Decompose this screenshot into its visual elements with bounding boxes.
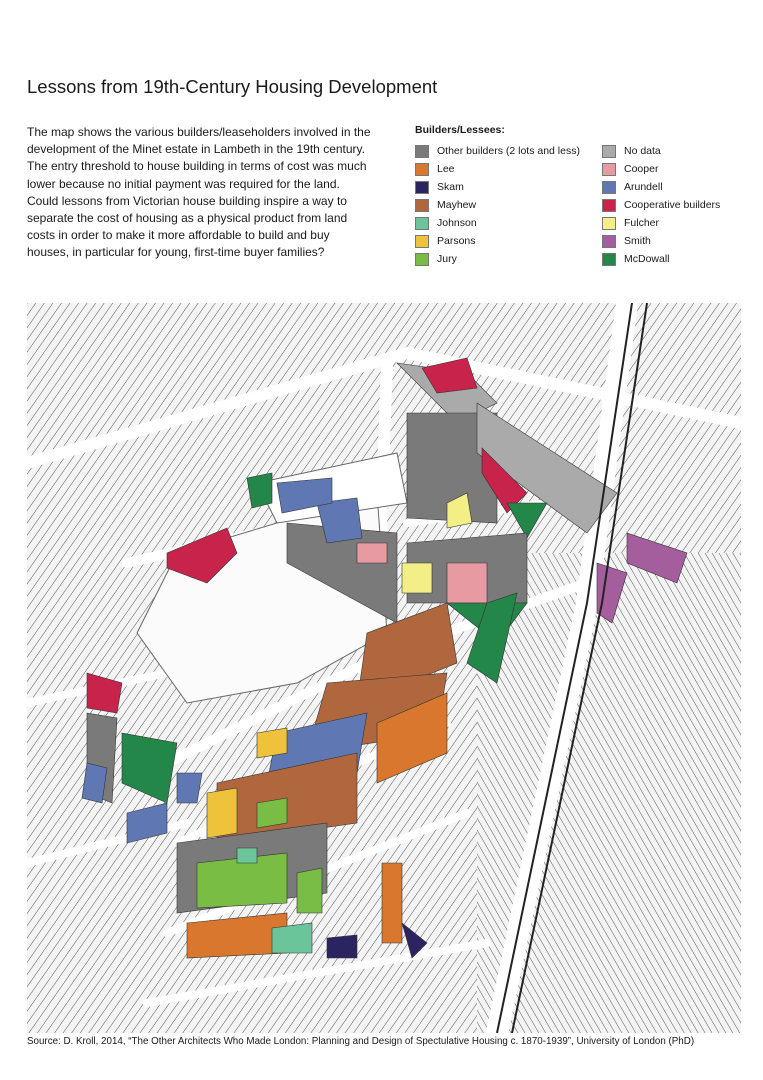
legend-swatch: [602, 145, 616, 158]
legend-swatch: [415, 253, 429, 266]
legend-item: [602, 214, 742, 232]
legend-item: [415, 232, 602, 250]
legend-swatch: [415, 163, 429, 176]
legend-label: Parsons: [437, 235, 476, 247]
legend-item: [602, 232, 742, 250]
legend-label: Mayhew: [437, 199, 477, 211]
legend-item: [415, 178, 602, 196]
legend-label: Cooperative builders: [624, 199, 721, 211]
legend-column-left: [415, 142, 602, 268]
legend-label: Arundell: [624, 181, 663, 193]
legend-label: Lee: [437, 163, 455, 175]
legend-swatch: [415, 217, 429, 230]
legend-item: [415, 196, 602, 214]
historic-estate-map: [27, 303, 741, 1033]
legend-label: Johnson: [437, 217, 477, 229]
legend-swatch: [415, 145, 429, 158]
legend-swatch: [415, 199, 429, 212]
legend-label: Fulcher: [624, 217, 660, 229]
map-legend: [415, 124, 745, 268]
legend-item: [602, 178, 742, 196]
legend-title: Builders/Lessees:: [415, 124, 505, 136]
legend-column-right: [602, 142, 742, 268]
legend-label: Jury: [437, 253, 457, 265]
legend-label: Cooper: [624, 163, 659, 175]
legend-swatch: [602, 253, 616, 266]
legend-item: [602, 160, 742, 178]
legend-swatch: [602, 199, 616, 212]
legend-item: [415, 142, 602, 160]
legend-swatch: [602, 217, 616, 230]
legend-item: [415, 160, 602, 178]
legend-item: [602, 142, 742, 160]
legend-item: [415, 250, 602, 268]
legend-label: No data: [624, 145, 661, 157]
legend-label: Other builders (2 lots and less): [437, 145, 580, 157]
source-citation: Source: D. Kroll, 2014, “The Other Architects Who Made London: Planning and Design of Spectulative Housing c. 1870-1939”, University of London (PhD): [27, 1036, 695, 1047]
legend-label: McDowall: [624, 253, 670, 265]
legend-swatch: [602, 181, 616, 194]
legend-swatch: [602, 163, 616, 176]
map-drawing: [27, 303, 741, 1033]
page-title: Lessons from 19th-Century Housing Development: [27, 76, 438, 97]
legend-item: [415, 214, 602, 232]
intro-paragraph: The map shows the various builders/leaseholders involved in the development of the Minet estate in Lambeth in the 19th century. The entry threshold to house building in terms of cost was much lower because no initial payment was required for the land. Could lessons from Victorian house building inspire a way to separate the cost of housing as a physical product from land costs in order to make it more affordable to build and buy houses, in particular for young, first-time buyer families?: [27, 125, 371, 260]
legend-label: Skam: [437, 181, 464, 193]
legend-swatch: [415, 235, 429, 248]
legend-swatch: [602, 235, 616, 248]
legend-swatch: [415, 181, 429, 194]
legend-label: Smith: [624, 235, 651, 247]
legend-item: [602, 250, 742, 268]
legend-item: [602, 196, 742, 214]
